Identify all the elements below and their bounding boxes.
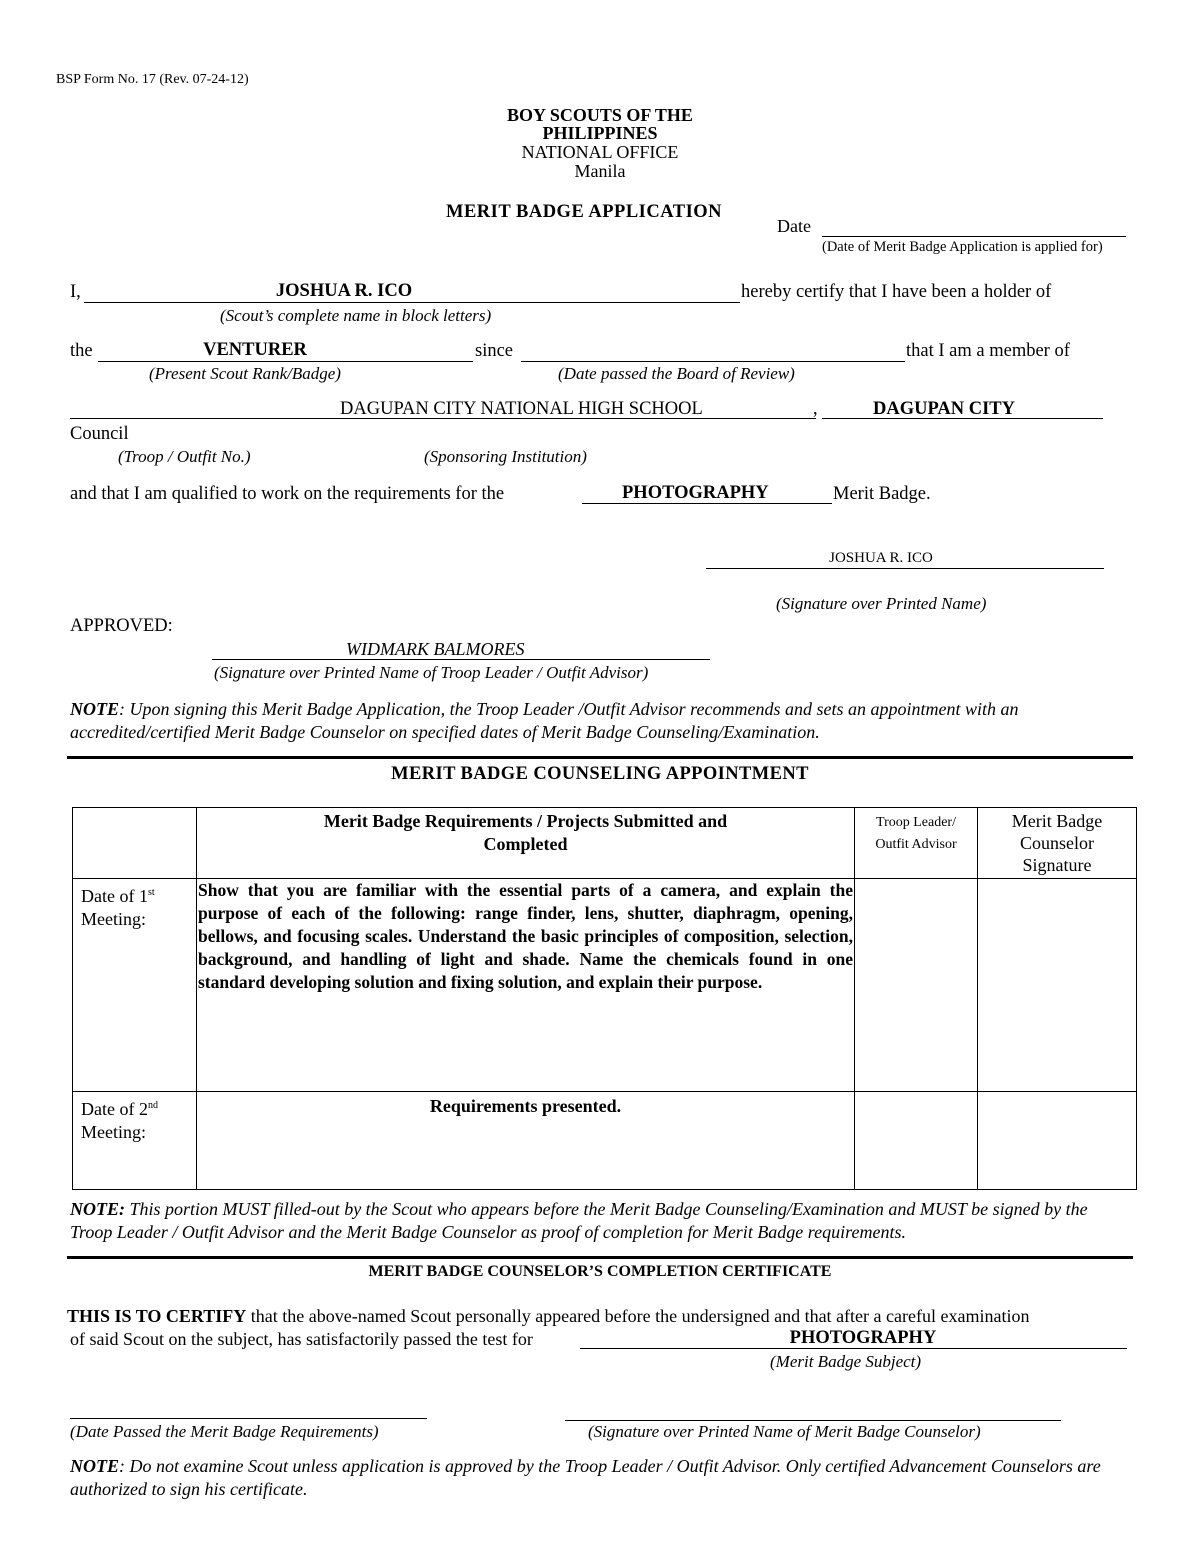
date-passed-field[interactable] <box>70 1418 427 1419</box>
institution-caption: (Sponsoring Institution) <box>424 447 587 466</box>
section-divider-1 <box>67 756 1133 759</box>
counselor-header <box>978 808 1137 879</box>
meeting-1-date-cell[interactable] <box>73 879 197 1092</box>
section-divider-2 <box>67 1256 1133 1259</box>
meeting-2-counselor-sign[interactable] <box>978 1092 1137 1190</box>
note-text: : Upon signing this Merit Badge Application, the Troop Leader /Outfit Advisor recommends and sets an appointment with an accredited/certified Merit Badge Counselor on specified dates of Merit Badge Counseling/Examination. <box>70 699 1019 742</box>
qualified-text: and that I am qualified to work on the requirements for the <box>70 484 505 504</box>
since-field[interactable] <box>521 361 905 362</box>
certify-lead: THIS IS TO CERTIFY <box>67 1306 247 1326</box>
certificate-title: MERIT BADGE COUNSELOR’S COMPLETION CERTIFICATE <box>368 1263 832 1280</box>
header-empty-cell <box>73 808 197 879</box>
rank-field[interactable] <box>98 361 473 362</box>
meeting-2-sup: nd <box>147 1100 158 1111</box>
scout-name-field[interactable] <box>84 302 740 303</box>
scout-signature-name: JOSHUA R. ICO <box>829 550 933 566</box>
appointment-note-text: This portion MUST filled-out by the Scout who appears before the Merit Badge Counseling/Examination and MUST be signed by the Troop Leader / Outfit Advisor and the Merit Badge Counselor as proof of completion for Merit Badge requirements. <box>70 1199 1088 1242</box>
meeting-2-requirements <box>197 1092 855 1190</box>
badge-value: PHOTOGRAPHY <box>622 483 769 503</box>
counselor-signature-caption: (Signature over Printed Name of Merit Badge Counselor) <box>588 1422 981 1441</box>
certificate-line1 <box>67 1306 1029 1327</box>
date-passed-caption: (Date Passed the Merit Badge Requirements) <box>70 1422 379 1441</box>
meeting-2-label2: Meeting: <box>81 1122 146 1142</box>
certificate-note <box>70 1455 1132 1501</box>
scout-signature-field[interactable] <box>706 568 1104 569</box>
comma: , <box>813 399 818 419</box>
the-label: the <box>70 341 93 361</box>
appointment-table <box>72 807 1137 1190</box>
subject-caption: (Merit Badge Subject) <box>770 1352 922 1371</box>
badge-suffix: Merit Badge. <box>833 484 931 504</box>
date-caption: (Date of Merit Badge Application is applied for) <box>822 239 1103 255</box>
meeting-1-sup: st <box>147 887 155 898</box>
certificate-line2: of said Scout on the subject, has satisfactorily passed the test for <box>70 1329 533 1349</box>
application-note <box>70 698 1132 744</box>
table-row <box>73 879 1137 1092</box>
appointment-note-label: NOTE: <box>70 1199 125 1219</box>
requirements-header <box>197 808 855 879</box>
certificate-note-text: : Do not examine Scout unless application is approved by the Troop Leader / Outfit Advisor. Only certified Advancement Counselors are authorized to sign his certificate. <box>70 1456 1101 1499</box>
since-label: since <box>475 341 514 361</box>
office-city: Manila <box>574 161 626 181</box>
leader-caption: (Signature over Printed Name of Troop Leader / Outfit Advisor) <box>214 663 649 682</box>
council-label: Council <box>70 424 129 444</box>
application-title: MERIT BADGE APPLICATION <box>446 202 723 222</box>
i-label: I, <box>70 282 81 302</box>
member-text: that I am a member of <box>906 341 1070 361</box>
scout-signature-caption: (Signature over Printed Name) <box>776 594 987 613</box>
org-name-line1: BOY SCOUTS OF THE <box>507 105 693 125</box>
certify-text1: that the above-named Scout personally appeared before the undersigned and that after a careful examination <box>246 1306 1030 1326</box>
meeting-2-label: Date of 2 <box>81 1099 148 1119</box>
counselor-header-label: Merit Badge Counselor Signature <box>1011 811 1103 875</box>
table-header-row <box>73 808 1137 879</box>
certify-text: hereby certify that I have been a holder of <box>741 282 1052 302</box>
meeting-1-requirements <box>197 879 855 1092</box>
date-label: Date <box>777 216 811 236</box>
meeting-1-leader-sign[interactable] <box>855 879 978 1092</box>
table-row <box>73 1092 1137 1190</box>
counselor-signature-field[interactable] <box>565 1420 1061 1421</box>
leader-header-label: Troop Leader/ Outfit Advisor <box>875 815 957 852</box>
meeting-2-date-cell[interactable] <box>73 1092 197 1190</box>
subject-value: PHOTOGRAPHY <box>789 1328 937 1348</box>
note-label: NOTE <box>70 699 119 719</box>
meeting-1-counselor-sign[interactable] <box>978 879 1137 1092</box>
leader-name: WIDMARK BALMORES <box>346 639 525 659</box>
meeting-2-requirements-text: Requirements presented. <box>429 1096 622 1116</box>
meeting-2-leader-sign[interactable] <box>855 1092 978 1190</box>
leader-header <box>855 808 978 879</box>
troop-caption: (Troop / Outfit No.) <box>118 447 251 466</box>
meeting-1-label2: Meeting: <box>81 909 146 929</box>
requirements-header-label: Merit Badge Requirements / Projects Submitted and Completed <box>323 811 728 854</box>
org-name-line2: PHILIPPINES <box>542 123 658 143</box>
rank-caption: (Present Scout Rank/Badge) <box>149 364 341 383</box>
leader-signature-field[interactable] <box>212 659 710 660</box>
rank-value: VENTURER <box>203 340 307 360</box>
office-name: NATIONAL OFFICE <box>521 142 679 162</box>
approved-label: APPROVED: <box>70 616 173 636</box>
scout-name-caption: (Scout’s complete name in block letters) <box>220 306 492 325</box>
meeting-1-label: Date of 1 <box>81 886 148 906</box>
scout-name-value: JOSHUA R. ICO <box>275 281 413 301</box>
certificate-note-label: NOTE <box>70 1456 119 1476</box>
form-number: BSP Form No. 17 (Rev. 07-24-12) <box>56 72 249 87</box>
appointment-note <box>70 1198 1132 1244</box>
meeting-1-requirements-text: Show that you are familiar with the essential parts of a camera, and explain the purpose of each of the following: range finder, lens, shutter, diaphragm, opening, bellows, and focusing scales. Understand the basic principles of composition, selection, background, and handling of light and shade. Name the chemicals found in one standard developing solution and fixing solution, and explain their purpose. <box>198 880 853 992</box>
date-field[interactable] <box>822 236 1126 237</box>
council-value: DAGUPAN CITY <box>872 399 1015 419</box>
appointment-title: MERIT BADGE COUNSELING APPOINTMENT <box>391 764 809 784</box>
bor-caption: (Date passed the Board of Review) <box>558 364 795 383</box>
institution-value: DAGUPAN CITY NATIONAL HIGH SCHOOL <box>340 399 703 419</box>
